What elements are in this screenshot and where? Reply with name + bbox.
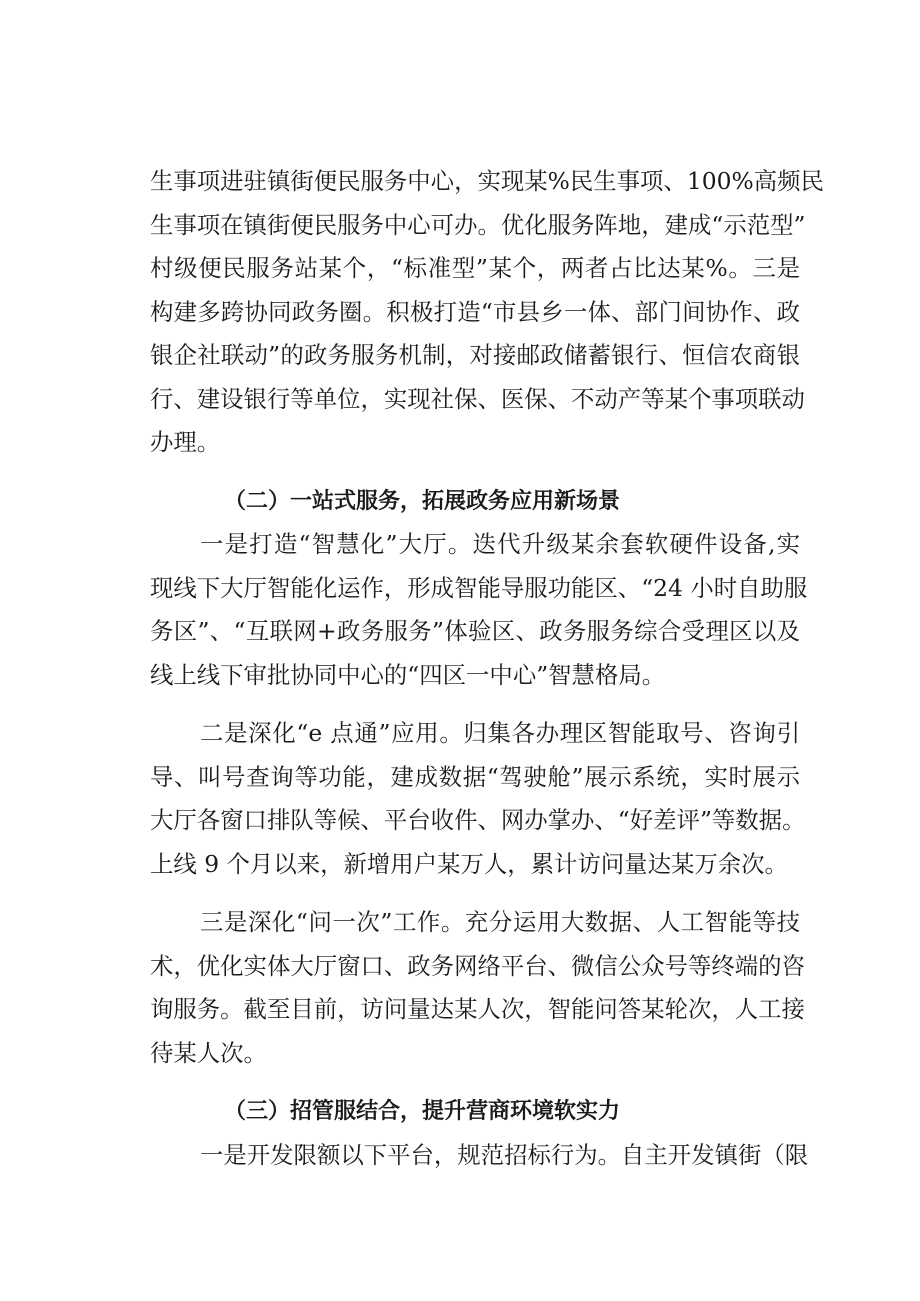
paragraph-smart-hall <box>150 523 808 697</box>
text-line: 银企社联动”的政务服务机制，对接邮政储蓄银行、恒信农商银 <box>150 341 800 369</box>
text-line: 生事项在镇街便民服务中心可办。优化服务阵地，建成“示范型” <box>150 210 806 239</box>
text-line: 线上线下审批协同中心的“四区一中心”智慧格局。 <box>150 660 666 689</box>
text-line: 村级便民服务站某个，“标准型”某个，两者占比达某%。三是 <box>150 254 800 282</box>
paragraph-service-circle <box>150 160 824 465</box>
text-line: 构建多跨协同政务圈。积极打造“市县乡一体、部门间协作、政 <box>150 297 800 326</box>
document-page <box>150 160 824 1177</box>
paragraph-ask-once <box>150 901 805 1075</box>
paragraph-e-dian-tong <box>150 712 806 886</box>
text-line: 待某人次。 <box>150 1038 267 1067</box>
text-line: 上线 9 个月以来，新增用户某万人，累计访问量达某万余次。 <box>150 849 788 878</box>
text-line: 一是开发限额以下平台，规范招标行为。自主开发镇街（限 <box>200 1140 809 1169</box>
text-line: 导、叫号查询等功能，建成数据“驾驶舱”展示系统，实时展示 <box>150 762 800 791</box>
text-line: 三是深化“问一次”工作。充分运用大数据、人工智能等技 <box>200 908 800 936</box>
text-line: 办理。 <box>150 428 221 456</box>
text-line: 生事项进驻镇街便民服务中心，实现某%民生事项、100%高频民 <box>150 167 824 195</box>
text-line: 询服务。截至目前，访问量达某人次，智能问答某轮次，人工接 <box>150 995 805 1023</box>
section-heading-3: （三）招管服结合，提升营商环境软实力 <box>224 1099 621 1124</box>
text-line: 务区”、“互联网+政务服务”体验区、政务服务综合受理区以及 <box>150 617 800 645</box>
text-line: 大厅各窗口排队等候、平台收件、网办掌办、“好差评”等数据。 <box>150 806 806 834</box>
text-line: 现线下大厅智能化运作，形成智能导服功能区、“24 小时自助服 <box>150 573 808 602</box>
paragraph-bidding-platform <box>150 1134 809 1178</box>
text-line: 一是打造“智慧化”大厅。迭代升级某余套软硬件设备,实 <box>200 530 800 558</box>
text-line: 术，优化实体大厅窗口、政务网络平台、微信公众号等终端的咨 <box>150 951 805 980</box>
text-line: 二是深化“e 点通”应用。归集各办理区智能取号、咨询引 <box>200 719 800 747</box>
section-heading-2: （二）一站式服务，拓展政务应用新场景 <box>224 488 621 514</box>
text-line: 行、建设银行等单位，实现社保、医保、不动产等某个事项联动 <box>150 384 805 413</box>
